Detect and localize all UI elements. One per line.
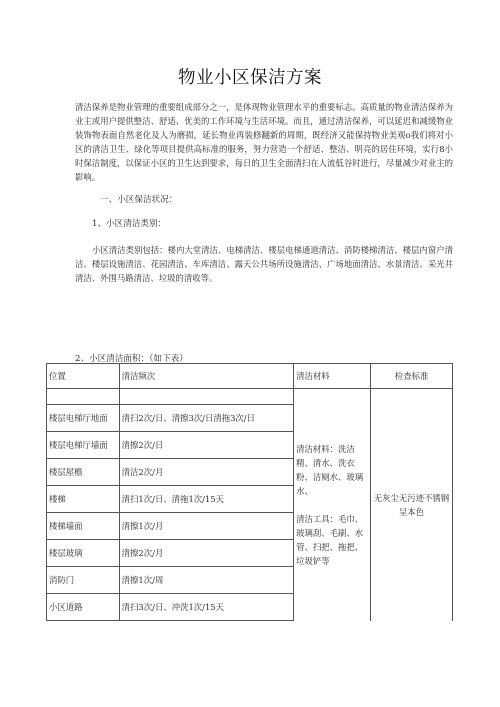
cell-position: 楼层电梯厅墙面 — [47, 432, 120, 459]
cell-frequency: 清洁2次/月 — [119, 458, 293, 485]
cell-position: 楼层电梯厅地面 — [47, 405, 120, 432]
cell-frequency: 清擦2次/月 — [119, 539, 293, 566]
tools-text: 清洁工具：毛巾、玻璃刮、毛刷、水管、扫把、拖把、垃圾铲等 — [296, 513, 364, 566]
materials-cell — [294, 388, 371, 620]
cleaning-types-paragraph: 小区清洁类别包括：楼内大堂清洁、电梯清洁、楼层电梯通道清洁、消防楼梯清洁、楼层内窗户清洁、楼层设施清洁、花园清洁、车库清洁、露天公共场所设施清洁、广场地面清洁、水景清洁、采光井清洁、外围马路清洁、垃圾的清收等。 — [75, 245, 453, 284]
header-standard: 检查标准 — [370, 364, 452, 389]
cell-frequency: 清扫3次/日、冲洗1次/15天 — [119, 593, 293, 620]
cell-frequency: 清擦1次/月 — [119, 512, 293, 539]
table-spacer-row — [47, 388, 453, 404]
cell-frequency: 清扫2次/日、清擦3次/日清拖3次/日 — [119, 405, 293, 432]
header-materials: 清洁材料 — [294, 364, 371, 389]
standard-cell: 无灰尘无污迹不锈钢呈本色 — [370, 388, 452, 620]
header-frequency: 清洁频次 — [119, 364, 293, 389]
cell-position: 小区道路 — [47, 593, 120, 620]
cell-position: 消防门 — [47, 566, 120, 593]
cell-frequency: 清擦1次/周 — [119, 566, 293, 593]
cell-position: 楼梯墙面 — [47, 512, 120, 539]
cleaning-area-table — [46, 363, 453, 621]
materials-text: 清洁材料：洗洁精、清水、洗衣粉、洁厕水、玻璃水、 — [296, 443, 364, 496]
header-position: 位置 — [47, 364, 120, 389]
cell-position: 楼梯 — [47, 485, 120, 512]
section-heading-1: 一、小区保洁状况： — [100, 195, 178, 205]
subsection-heading-cleaning-types: 1、小区清洁类别： — [92, 219, 167, 229]
cell-position: 楼层玻璃 — [47, 539, 120, 566]
cell-frequency: 清擦2次/日 — [119, 432, 293, 459]
subsection-heading-cleaning-area: 2、小区清洁面积：（如下表） — [75, 354, 188, 364]
table-header-row — [47, 364, 453, 389]
cell-frequency: 清扫1次/日、清拖1次/15天 — [119, 485, 293, 512]
document-title: 物业小区保洁方案 — [178, 68, 322, 88]
cell-position: 楼层屋檐 — [47, 458, 120, 485]
intro-paragraph: 清洁保养是物业管理的重要组成部分之一，是体现物业管理水平的重要标志。高质量的物业清洁保养为业主或用户提供整洁、舒适、优美的工作环境与生活环境。而且，通过清洁保养，可以延迟和减缓物业装饰物表面自然老化及人为磨损，延长物业再装修翻新的周期，既经济又能保持物业美观o我们将对小区的清洁卫生、绿化等项目提供高标准的服务，努力营造一个舒适、整洁、明亮的居住环境，实行8小时保洁制度，以保证小区的卫生达到要求，每日的卫生全面清扫在人流低谷时进行，尽量减少对业主的影响。 — [75, 102, 453, 183]
